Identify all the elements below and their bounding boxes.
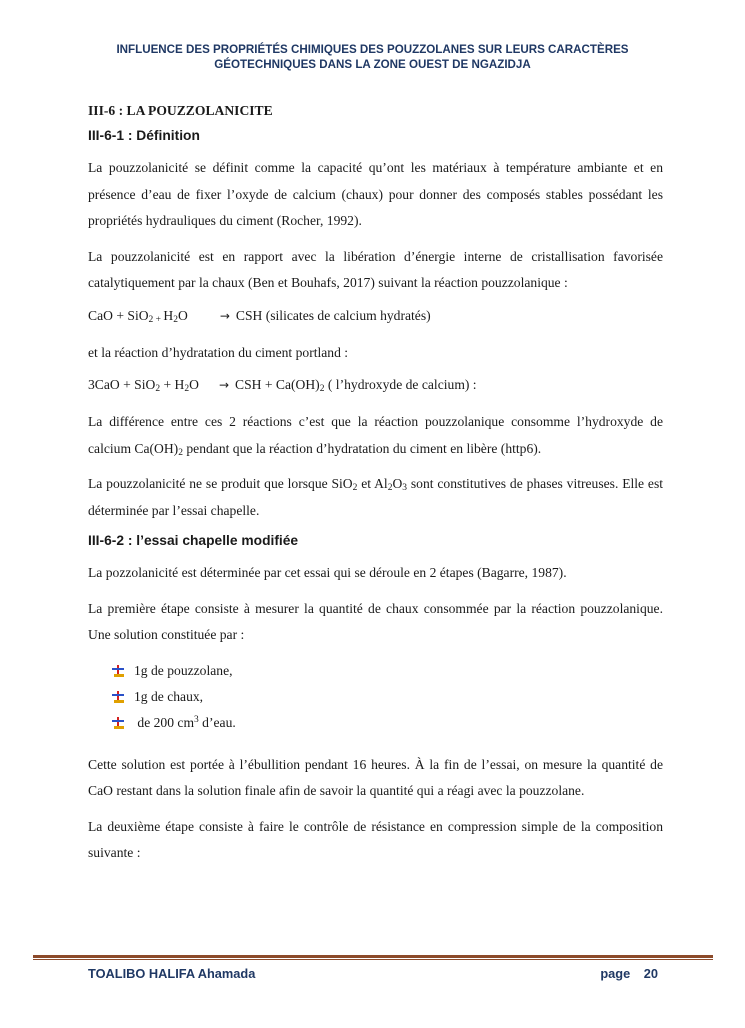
header-line-2: GÉOTECHNIQUES DANS LA ZONE OUEST DE NGAZIDJA — [214, 58, 531, 71]
list-item: 1g de chaux, — [112, 684, 663, 710]
paragraph-second-step: La deuxième étape consiste à faire le contrôle de résistance en compression simple de la composition suivante : — [88, 818, 663, 860]
bullet-icon — [112, 691, 124, 703]
equation-hydration-reaction: $3CaO + SiO_2 + H_2O$ → CSH + $Ca(OH)_2$ ( l’hydroxyde de calcium) : — [88, 377, 477, 394]
arrow-right-icon: → — [219, 308, 230, 323]
subsection-title-definition: III-6-1 : Définition — [88, 128, 200, 143]
paragraph-vitreous-phases: La pouzzolanicité ne se produit que lorsque SiO$_2$ et $Al_2O_3$ sont constitutives de phases vitreuses. Elle est déterminée par l’essai chapelle. — [88, 476, 664, 518]
paragraph-reaction-intro: La pouzzolanicité est en rapport avec la libération d’énergie interne de cristallisation favorisée catalytiquement par la chaux (Ben et Bouhafs, 2017) suivant la réaction pouzzolanique : — [88, 248, 663, 290]
solution-composition-list — [88, 658, 663, 736]
section-title: III-6 : LA POUZZOLANICITE — [88, 103, 273, 118]
header-line-1: INFLUENCE DES PROPRIÉTÉS CHIMIQUES DES POUZZOLANES SUR LEURS CARACTÈRES — [116, 43, 629, 56]
paragraph-test-intro: La pozzolanicité est déterminée par cet essai qui se déroule en 2 étapes (Bagarre, 1987). — [88, 565, 567, 580]
footer-author: TOALIBO HALIFA Ahamada — [88, 966, 256, 981]
paragraph-difference: La différence entre ces 2 réactions c’est que la réaction pouzzolanique consomme l’hydroxyde de calcium $Ca(OH)_2$ pendant que la réaction d’hydratation du ciment en libère (http6). — [88, 414, 663, 458]
paragraph-hydration-intro: et la réaction d’hydratation du ciment portland : — [88, 344, 349, 360]
page-body — [88, 103, 663, 876]
list-item: de 200 $cm^3$ d’eau. — [112, 710, 663, 736]
bullet-icon — [112, 717, 124, 729]
page-indicator — [600, 966, 658, 981]
paragraph-first-step: La première étape consiste à mesurer la quantité de chaux consommée par la réaction pouzzolanique. Une solution constituée par : — [88, 600, 663, 642]
bullet-icon — [112, 665, 124, 677]
page-number: 20 — [643, 966, 658, 981]
footer-divider — [33, 955, 713, 958]
running-header — [60, 42, 685, 72]
list-item: 1g de pouzzolane, — [112, 658, 663, 684]
paragraph-definition: La pouzzolanicité se définit comme la capacité qu’ont les matériaux à température ambiante et en présence d’eau de fixer l’oxyde de calcium (chaux) pour donner des composés stables possédant les propriétés hydrauliques du ciment (Rocher, 1992). — [88, 160, 663, 228]
arrow-right-icon: → — [218, 378, 230, 392]
page-footer — [88, 966, 658, 981]
equation-pozzolanic-reaction: CaO + SiO$_2$ $_+$ $H_2O$ → CSH (silicates de calcium hydratés) — [88, 307, 431, 325]
paragraph-boiling: Cette solution est portée à l’ébullition pendant 16 heures. À la fin de l’essai, on mesure la quantité de CaO restant dans la solution finale afin de savoir la quantité qui a réagi avec la pouzzolane. — [88, 756, 663, 798]
page-label: page — [600, 966, 631, 981]
footer-divider-thin — [33, 959, 713, 960]
subsection-title-chapelle-test: III-6-2 : l’essai chapelle modifiée — [88, 533, 299, 548]
